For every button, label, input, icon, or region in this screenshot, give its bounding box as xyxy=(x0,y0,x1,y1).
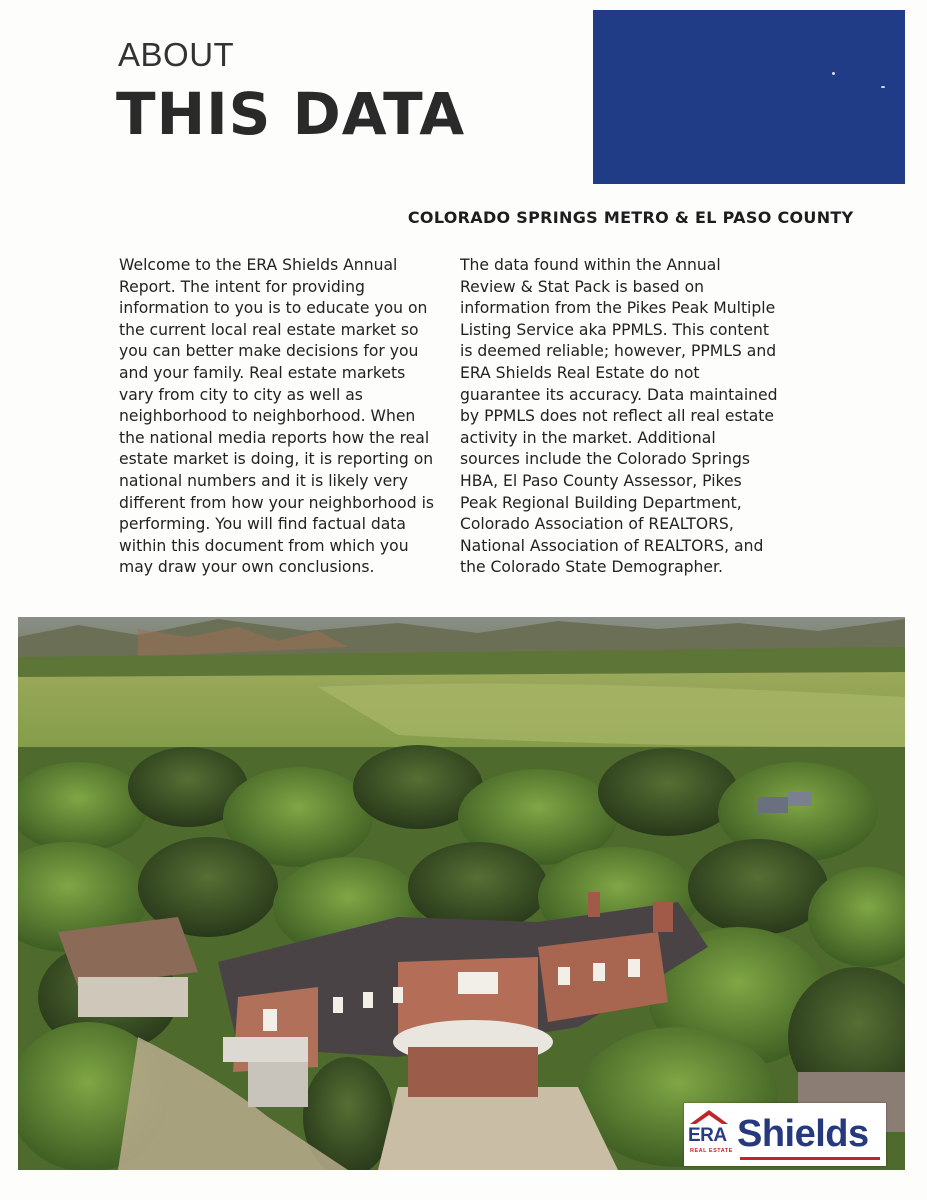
aerial-landscape-illustration xyxy=(18,617,905,1170)
heading-about: ABOUT xyxy=(118,36,235,73)
speck xyxy=(881,86,885,88)
neighbor-house xyxy=(58,917,198,1017)
logo-shields-text: Shields xyxy=(737,1113,869,1155)
aerial-house-photo xyxy=(18,617,905,1170)
speck xyxy=(832,72,835,75)
logo-underline xyxy=(740,1157,880,1160)
section-subtitle: COLORADO SPRINGS METRO & EL PASO COUNTY xyxy=(407,208,854,227)
blue-color-block xyxy=(593,10,905,184)
heading-this-data: THIS DATA xyxy=(116,80,466,148)
sources-paragraph: The data found within the Annual Review & Stat Pack is based on information from the Pikes Peak Multiple Listing Service aka PPMLS. This content is deemed reliable; however, PPMLS and ERA Shields Real Estate do not guarantee its accuracy. Data maintained by PPMLS does not reflect all real estate activity in the market. Additional sources include the Colorado Springs HBA, El Paso County Assessor, Pikes Peak Regional Building Department, Colorado Association of REALTORS, National Association of REALTORS, and the Colorado State Demographer. xyxy=(460,256,778,577)
roof-icon xyxy=(688,1108,730,1126)
section-subtitle-wrap xyxy=(0,208,855,227)
logo-subtext: REAL ESTATE xyxy=(690,1148,733,1154)
intro-paragraph: Welcome to the ERA Shields Annual Report. The intent for providing information to you is to educate you on the current local real estate market so you can better make decisions for you and your family. Real estate markets vary from city to city as well as neighborhood to neighborhood. When the national media reports how the real estate market is doing, it is reporting on national numbers and it is likely very different from how your neighborhood is performing. You will find factual data within this document from which you may draw your own conclusions. xyxy=(119,256,435,577)
era-shields-logo xyxy=(684,1103,886,1166)
logo-era-text: ERA xyxy=(688,1125,727,1146)
